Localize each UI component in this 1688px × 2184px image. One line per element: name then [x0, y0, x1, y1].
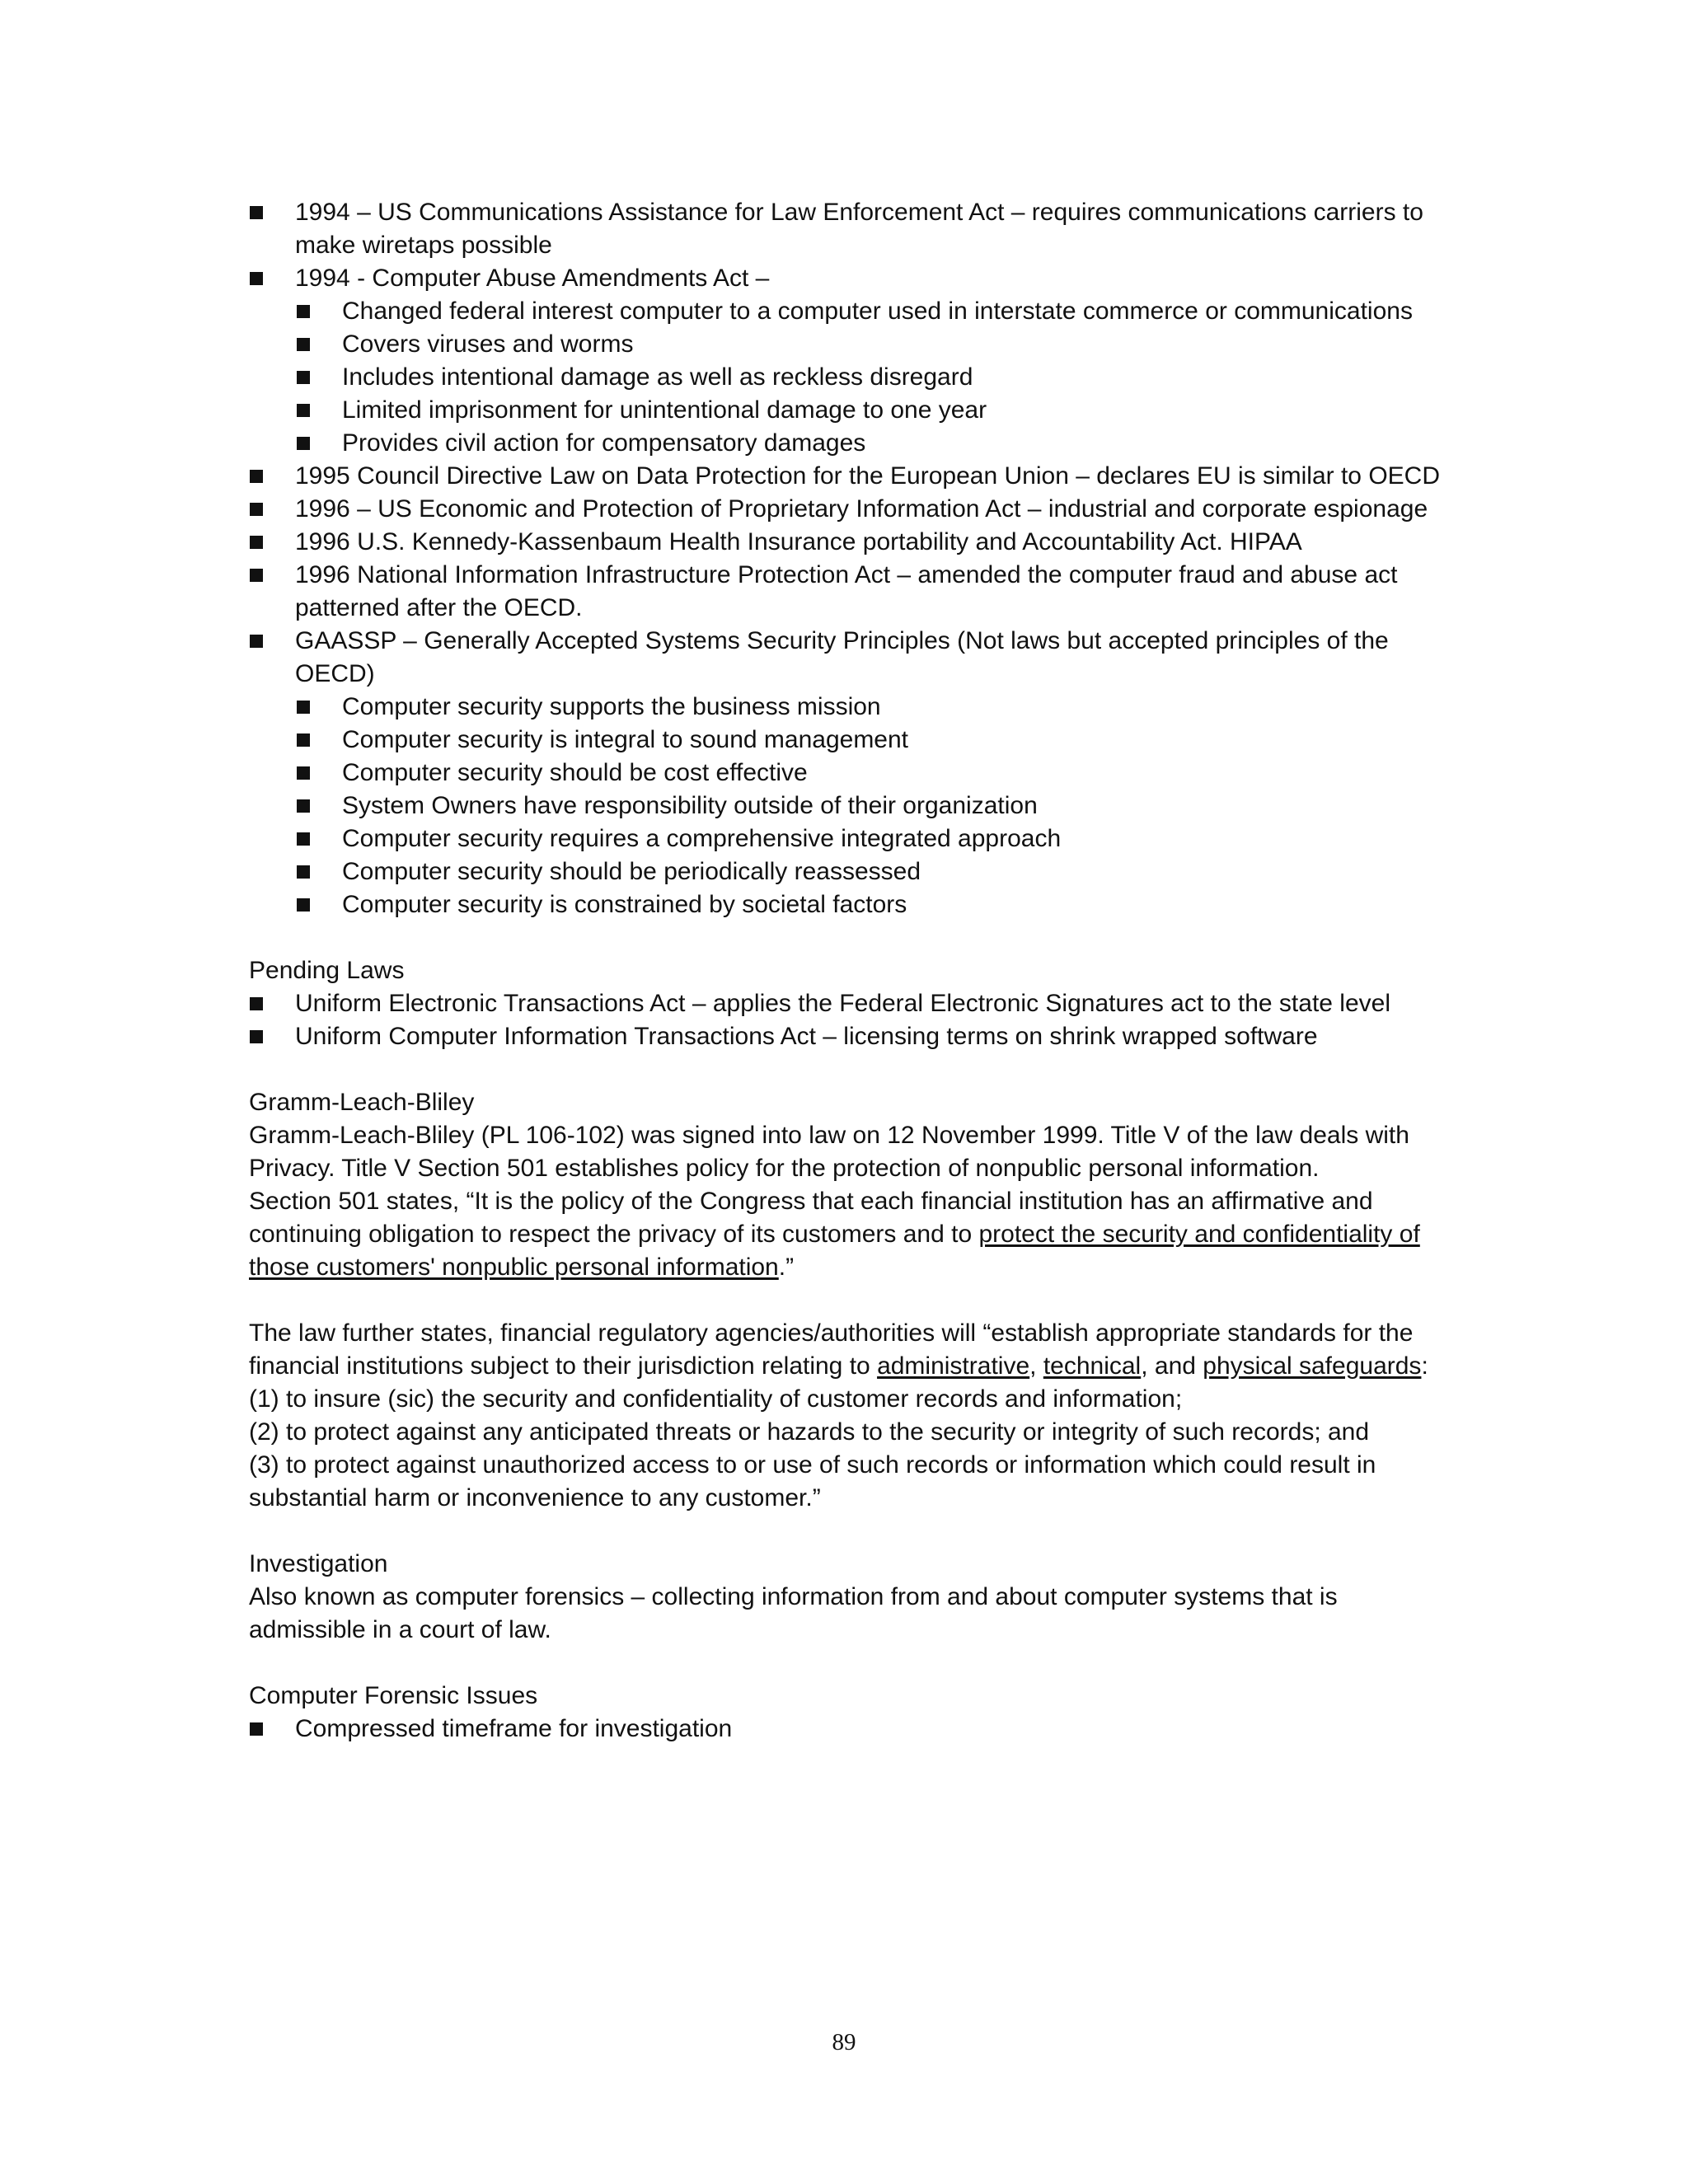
square-bullet-icon [250, 503, 263, 516]
sub-list-item [249, 394, 1452, 427]
list-item-text: Computer security should be cost effective [342, 759, 808, 786]
list-item-text: Computer security supports the business mission [342, 693, 881, 720]
sub-list-item [249, 790, 1452, 823]
underlined-phrase: protect the security and confidentiality of those customers' nonpublic personal information [249, 1221, 1420, 1281]
sub-list-item [249, 691, 1452, 724]
list-item-text: 1996 National Information Infrastructure Protection Act – amended the computer fraud and abuse act patterned after the OECD. [295, 561, 1398, 621]
square-bullet-icon [250, 536, 263, 549]
page-content [249, 196, 1452, 1746]
list-item [249, 460, 1452, 493]
list-item [249, 262, 1452, 295]
list-item [249, 559, 1452, 625]
list-item-text: Compressed timeframe for investigation [295, 1715, 733, 1742]
square-bullet-icon [297, 832, 310, 846]
list-item-text: System Owners have responsibility outside of their organization [342, 792, 1038, 819]
square-bullet-icon [297, 338, 310, 351]
square-bullet-icon [297, 305, 310, 318]
sub-list-item [249, 295, 1452, 328]
list-item-text: 1995 Council Directive Law on Data Protection for the European Union – declares EU is similar to OECD [295, 462, 1440, 490]
glb-heading: Gramm-Leach-Bliley [249, 1089, 475, 1116]
square-bullet-icon [250, 470, 263, 483]
list-item-text: Changed federal interest computer to a computer used in interstate commerce or communications [342, 298, 1413, 325]
list-item-text: 1994 – US Communications Assistance for Law Enforcement Act – requires communications carriers to make wiretaps possible [295, 199, 1423, 259]
list-item-text: 1996 U.S. Kennedy-Kassenbaum Health Insurance portability and Accountability Act. HIPAA [295, 528, 1302, 555]
pending-laws-list [249, 987, 1452, 1053]
list-item-text: Limited imprisonment for unintentional damage to one year [342, 396, 987, 424]
sub-list-item [249, 823, 1452, 855]
list-item-text: Uniform Electronic Transactions Act – applies the Federal Electronic Signatures act to the state level [295, 990, 1390, 1017]
list-item [249, 196, 1452, 262]
list-item [249, 493, 1452, 526]
list-item-text: Computer security is integral to sound management [342, 726, 909, 753]
square-bullet-icon [297, 865, 310, 879]
underlined-technical: technical [1043, 1352, 1142, 1380]
square-bullet-icon [250, 635, 263, 648]
forensic-issues-heading: Computer Forensic Issues [249, 1682, 538, 1709]
square-bullet-icon [297, 404, 310, 417]
safeguard-item-2: (2) to protect against any anticipated threats or hazards to the security or integrity of such records; and [249, 1418, 1370, 1446]
list-item [249, 1020, 1452, 1053]
square-bullet-icon [297, 437, 310, 450]
square-bullet-icon [297, 371, 310, 384]
glb-paragraph: Gramm-Leach-Bliley (PL 106-102) was signed into law on 12 November 1999. Title V of the law deals with Privacy. Title V Section 501 establishes policy for the protection of nonpublic personal information. [249, 1122, 1409, 1182]
safeguard-item-1: (1) to insure (sic) the security and confidentiality of customer records and information; [249, 1385, 1183, 1413]
list-item [249, 625, 1452, 691]
square-bullet-icon [297, 701, 310, 714]
forensic-issues-list [249, 1713, 1452, 1746]
square-bullet-icon [297, 898, 310, 912]
laws-list [249, 196, 1452, 921]
safeguards-paragraph: The law further states, financial regulatory agencies/authorities will “establish appropriate standards for the financial institutions subject to their jurisdiction relating to administrative, technical, and physical safeguards: [249, 1319, 1428, 1380]
list-item [249, 987, 1452, 1020]
underlined-administrative: administrative [877, 1352, 1030, 1380]
square-bullet-icon [250, 1030, 263, 1043]
pending-laws-heading: Pending Laws [249, 957, 405, 984]
list-item-text: 1996 – US Economic and Protection of Proprietary Information Act – industrial and corporate espionage [295, 495, 1428, 523]
underlined-physical-safeguards: physical safeguards [1203, 1352, 1422, 1380]
list-item-text: Covers viruses and worms [342, 330, 634, 358]
investigation-heading: Investigation [249, 1550, 388, 1577]
list-item-text: Computer security should be periodically reassessed [342, 858, 921, 885]
square-bullet-icon [297, 799, 310, 813]
list-item-text: Uniform Computer Information Transactions Act – licensing terms on shrink wrapped software [295, 1023, 1318, 1050]
square-bullet-icon [297, 733, 310, 747]
list-item [249, 1713, 1452, 1746]
page-number: 89 [832, 2029, 856, 2055]
list-item-text: Includes intentional damage as well as reckless disregard [342, 363, 973, 391]
square-bullet-icon [250, 206, 263, 219]
square-bullet-icon [250, 1722, 263, 1736]
list-item-text: 1994 - Computer Abuse Amendments Act – [295, 265, 770, 292]
sub-list-item [249, 855, 1452, 888]
list-item-text: Computer security requires a comprehensive integrated approach [342, 825, 1062, 852]
sub-list-item [249, 724, 1452, 757]
square-bullet-icon [250, 272, 263, 285]
square-bullet-icon [250, 997, 263, 1010]
list-item-text: Computer security is constrained by societal factors [342, 891, 907, 918]
safeguard-item-3: (3) to protect against unauthorized access to or use of such records or information which could result in substantial harm or inconvenience to any customer.” [249, 1451, 1376, 1511]
list-item [249, 526, 1452, 559]
investigation-text: Also known as computer forensics – collecting information from and about computer systems that is admissible in a court of law. [249, 1583, 1338, 1643]
sub-list-item [249, 328, 1452, 361]
sub-list-item [249, 888, 1452, 921]
sub-list-item [249, 361, 1452, 394]
sub-list-item [249, 757, 1452, 790]
sub-list-item [249, 427, 1452, 460]
square-bullet-icon [297, 766, 310, 780]
section-501-paragraph: Section 501 states, “It is the policy of the Congress that each financial institution has an affirmative and continuing obligation to respect the privacy of its customers and to protect the security and confidentiality of those customers' nonpublic personal information.” [249, 1188, 1420, 1281]
list-item-text: GAASSP – Generally Accepted Systems Security Principles (Not laws but accepted principles of the OECD) [295, 627, 1389, 687]
list-item-text: Provides civil action for compensatory damages [342, 429, 866, 457]
square-bullet-icon [250, 569, 263, 582]
